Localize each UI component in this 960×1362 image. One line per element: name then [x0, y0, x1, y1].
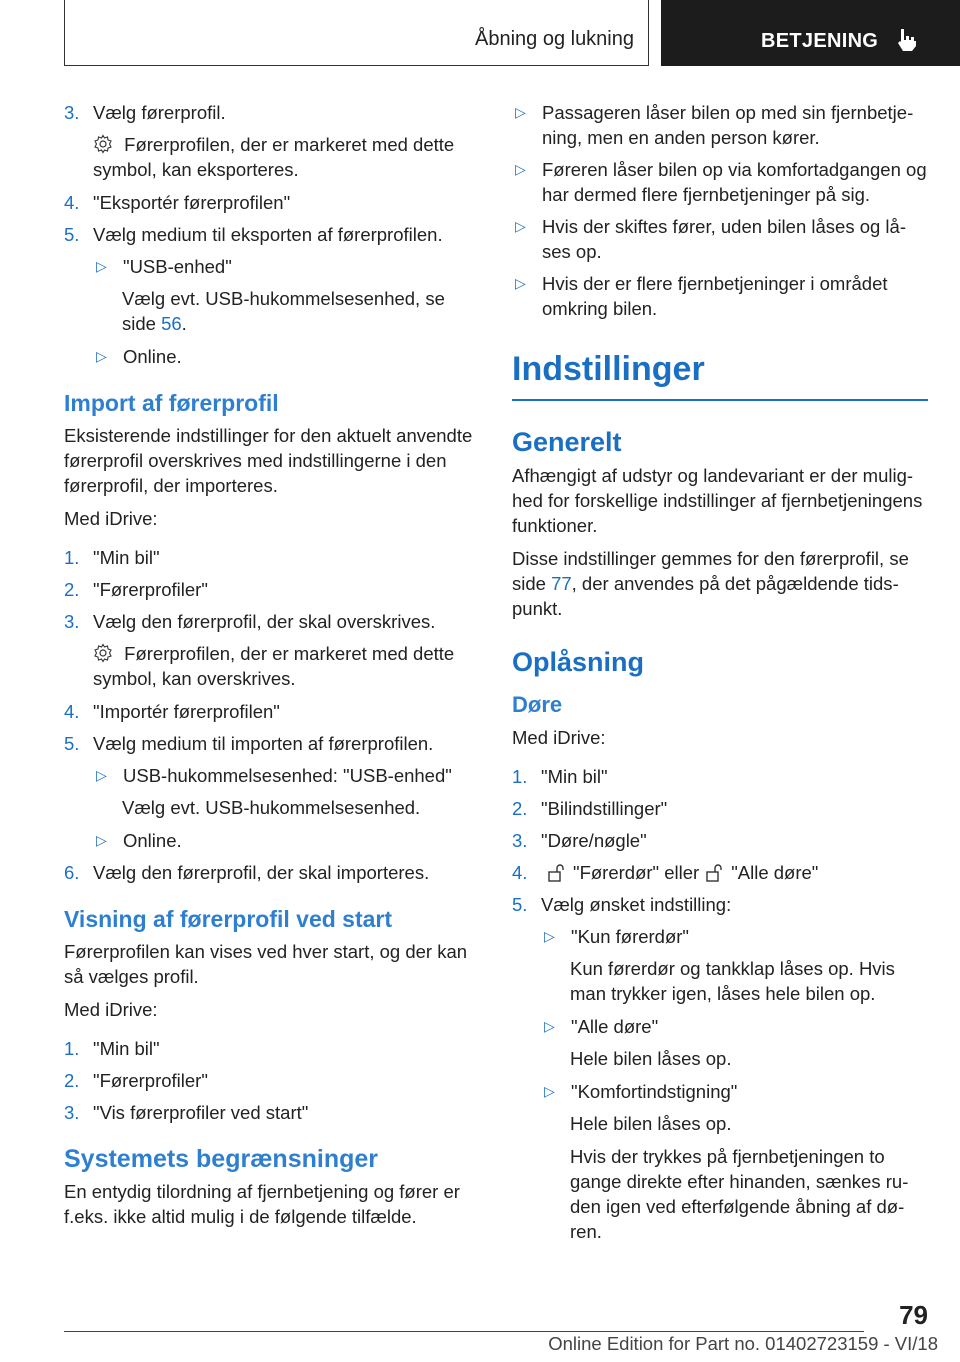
bullet-item [512, 214, 928, 264]
bullet-note: Vælg evt. USB-hukommelsesenhed. [122, 797, 421, 818]
triangle-bullet-icon: ▷ [96, 258, 107, 274]
list-number: 2. [64, 1070, 80, 1091]
list-text: Vælg den førerprofil, der skal overskrives. [93, 611, 436, 632]
footer-divider [64, 1331, 864, 1332]
bullet-item [512, 157, 928, 207]
option-text: "Alle døre" [731, 862, 819, 883]
unlock-icon [705, 863, 725, 883]
bullet-text: "Kun førerdør" [571, 926, 689, 947]
list-item [64, 1036, 478, 1061]
list-number: 2. [64, 579, 80, 600]
list-text: "Min bil" [541, 766, 608, 787]
list-item [64, 1100, 478, 1125]
triangle-bullet-icon: ▷ [96, 832, 107, 848]
heading-generelt: Generelt [512, 427, 622, 457]
note-text: Førerprofilen, der er markeret med dette symbol, kan overskrives. [93, 643, 455, 689]
paragraph: Eksisterende indstillinger for den aktuelt anvendte førerprofil overskrives med indstillingerne i den førerprofil, der importeres. [64, 425, 473, 496]
list-number: 5. [512, 894, 528, 915]
list-number: 2. [512, 798, 528, 819]
list-item [512, 828, 928, 853]
list-text: "Vis førerprofiler ved start" [93, 1102, 309, 1123]
list-text: "Døre/nøgle" [541, 830, 647, 851]
list-number: 1. [64, 547, 80, 568]
triangle-bullet-icon: ▷ [96, 348, 107, 364]
list-item [512, 796, 928, 821]
bullet-item [93, 254, 478, 279]
footer-edition: Online Edition for Part no. 01402723159 - VI/18 [548, 1333, 938, 1354]
bullet-item [93, 344, 478, 369]
bullet-note: Kun førerdør og tankklap låses op. Hvis man trykker igen, låses hele bilen op. [570, 958, 895, 1004]
list-number: 5. [64, 224, 80, 245]
profile-note [93, 641, 478, 691]
bullet-text: Hvis der skiftes fører, uden bilen låses og låses op. [542, 216, 907, 262]
heading-systemets: Systemets begrænsninger [64, 1145, 378, 1173]
header-section-tab [64, 0, 649, 66]
bullet-item [512, 100, 928, 150]
list-item [64, 545, 478, 570]
heading-import: Import af førerprofil [64, 390, 279, 416]
triangle-bullet-icon: ▷ [515, 218, 526, 234]
list-text: Vælg medium til eksporten af førerprofilen. [93, 224, 443, 245]
list-item [64, 1068, 478, 1093]
gear-icon [93, 643, 113, 663]
paragraph: Med iDrive: [64, 999, 158, 1020]
gear-icon [93, 134, 113, 154]
list-text: "Min bil" [93, 547, 160, 568]
bullet-item [541, 924, 928, 949]
paragraph [512, 546, 928, 621]
option-text: "Førerdør" eller [573, 862, 700, 883]
paragraph-text: Disse indstillinger gemmes for den førerprofil, se side [512, 548, 909, 594]
bullet-item [93, 828, 478, 853]
bullet-note: Hvis der trykkes på fjernbetjeningen to gange direkte efter hinanden, sænkes ruden igen ved efterfølgende åbning af døren. [570, 1146, 909, 1242]
list-item [64, 222, 478, 247]
list-item [64, 731, 478, 756]
list-item [512, 764, 928, 789]
list-item [64, 860, 478, 885]
list-text: Vælg førerprofil. [93, 102, 226, 123]
list-number: 3. [512, 830, 528, 851]
bullet-text: Hvis der er flere fjernbetjeninger i området omkring bilen. [542, 273, 888, 319]
paragraph: Førerprofilen kan vises ved hver start, og der kan så vælges profil. [64, 941, 468, 987]
bullet-text: "USB-enhed" [123, 256, 232, 277]
triangle-bullet-icon: ▷ [544, 1083, 555, 1099]
paragraph: En entydig tilordning af fjernbetjening og fører er f.eks. ikke altid mulig i de følgende tilfælde. [64, 1181, 460, 1227]
bullet-text: Online. [123, 346, 182, 367]
bullet-note: Hele bilen låses op. [570, 1048, 732, 1069]
page-link-56[interactable]: 56 [161, 313, 182, 334]
list-number: 3. [64, 611, 80, 632]
hand-pointer-icon [895, 26, 919, 52]
bullet-text: "Alle døre" [571, 1016, 659, 1037]
list-number: 3. [64, 1102, 80, 1123]
bullet-text: Passageren låser bilen op med sin fjernbetjening, men en anden person kører. [542, 102, 914, 148]
list-number: 5. [64, 733, 80, 754]
list-item [64, 190, 478, 215]
bullet-note [122, 286, 478, 336]
unlock-icon [547, 863, 567, 883]
header-section-title: Åbning og lukning [474, 28, 634, 50]
triangle-bullet-icon: ▷ [515, 104, 526, 120]
list-number: 4. [64, 701, 80, 722]
triangle-bullet-icon: ▷ [515, 275, 526, 291]
triangle-bullet-icon: ▷ [544, 1018, 555, 1034]
bullet-text: Online. [123, 830, 182, 851]
right-column [512, 100, 928, 1252]
list-text: "Min bil" [93, 1038, 160, 1059]
bullet-item [541, 1079, 928, 1104]
profile-note [93, 132, 478, 182]
bullet-item [93, 763, 478, 788]
bullet-text: Føreren låser bilen op via komfortadgangen og har dermed flere fjernbetjeninger på sig. [542, 159, 927, 205]
page-link-77[interactable]: 77 [551, 573, 572, 594]
list-number: 3. [64, 102, 80, 123]
list-number: 1. [64, 1038, 80, 1059]
list-text: Vælg medium til importen af førerprofilen. [93, 733, 434, 754]
list-item [64, 699, 478, 724]
paragraph: Med iDrive: [64, 508, 158, 529]
list-item [64, 100, 478, 125]
list-number: 6. [64, 862, 80, 883]
triangle-bullet-icon: ▷ [515, 161, 526, 177]
list-text: "Eksportér førerprofilen" [93, 192, 291, 213]
heading-indstillinger: Indstillinger [512, 347, 928, 401]
list-number: 4. [512, 862, 528, 883]
header-chapter-title: BETJENING [761, 30, 879, 52]
page-number: 79 [899, 1300, 928, 1330]
heading-oplasning: Oplåsning [512, 647, 645, 677]
bullet-item [541, 1014, 928, 1039]
heading-visning: Visning af førerprofil ved start [64, 906, 393, 932]
list-text: "Førerprofiler" [93, 579, 208, 600]
paragraph: Med iDrive: [512, 727, 606, 748]
list-number: 1. [512, 766, 528, 787]
list-text: "Førerprofiler" [93, 1070, 208, 1091]
list-text: "Bilindstillinger" [541, 798, 668, 819]
bullet-note: Hele bilen låses op. [570, 1113, 732, 1134]
list-item [64, 577, 478, 602]
header-chapter-tab [661, 0, 960, 66]
heading-dore: Døre [512, 692, 563, 717]
paragraph-text: , der anvendes på det pågældende tidspunkt. [512, 573, 899, 619]
bullet-text: USB-hukommelsesenhed: "USB-enhed" [123, 765, 452, 786]
bullet-item [512, 271, 928, 321]
list-item [512, 860, 928, 885]
note-text: Vælg evt. USB-hukommelsesenhed, se side [122, 288, 445, 334]
paragraph: Afhængigt af udstyr og landevariant er der mulighed for forskellige indstillinger af fjernbetjeningens funktioner. [512, 465, 923, 536]
list-item [64, 609, 478, 634]
bullet-text: "Komfortindstigning" [571, 1081, 738, 1102]
triangle-bullet-icon: ▷ [96, 767, 107, 783]
triangle-bullet-icon: ▷ [544, 928, 555, 944]
list-text: Vælg den førerprofil, der skal importeres. [93, 862, 430, 883]
left-column [64, 100, 478, 1237]
list-text [541, 860, 928, 885]
note-text: . [181, 313, 187, 334]
list-item [512, 892, 928, 917]
list-text: Vælg ønsket indstilling: [541, 894, 732, 915]
list-number: 4. [64, 192, 80, 213]
note-text: Førerprofilen, der er markeret med dette symbol, kan eksporteres. [93, 134, 455, 180]
list-text: "Importér førerprofilen" [93, 701, 280, 722]
